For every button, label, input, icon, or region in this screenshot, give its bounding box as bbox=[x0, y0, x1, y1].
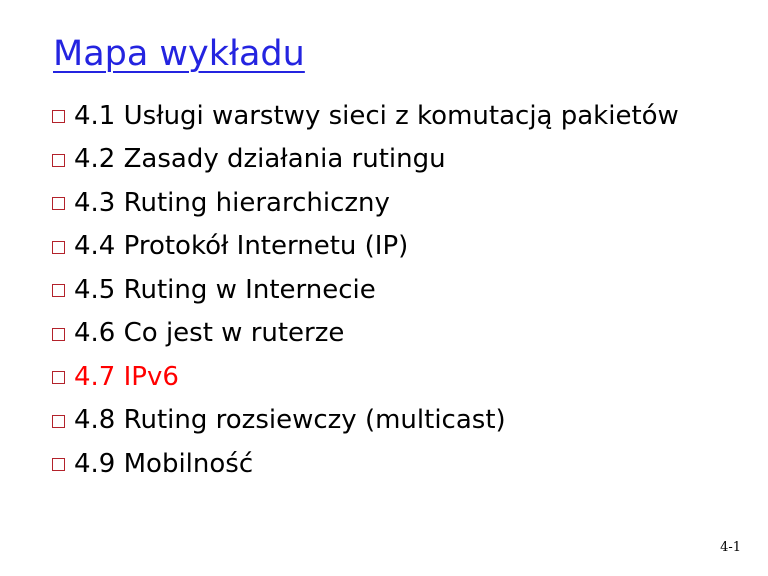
topic-label-highlighted: 4.7 IPv6 bbox=[74, 361, 179, 392]
topic-label: 4.6 Co jest w ruterze bbox=[74, 318, 345, 349]
topic-item-4-4 bbox=[52, 225, 679, 269]
page-number: 4-1 bbox=[720, 540, 741, 555]
topic-label: 4.8 Ruting rozsiewczy (multicast) bbox=[74, 405, 506, 436]
square-bullet-icon bbox=[52, 415, 65, 428]
topic-item-4-5 bbox=[52, 268, 679, 312]
topic-item-4-2 bbox=[52, 138, 679, 182]
topic-item-4-3 bbox=[52, 181, 679, 225]
topic-item-4-9 bbox=[52, 442, 679, 486]
topic-item-4-8 bbox=[52, 399, 679, 443]
square-bullet-icon bbox=[52, 328, 65, 341]
square-bullet-icon bbox=[52, 371, 65, 384]
square-bullet-icon bbox=[52, 241, 65, 254]
topic-label: 4.5 Ruting w Internecie bbox=[74, 274, 376, 305]
square-bullet-icon bbox=[52, 197, 65, 210]
topic-label: 4.2 Zasady działania rutingu bbox=[74, 144, 446, 175]
topic-label: 4.4 Protokół Internetu (IP) bbox=[74, 231, 409, 262]
square-bullet-icon bbox=[52, 110, 65, 123]
topic-list bbox=[52, 94, 679, 486]
topic-item-4-7-current bbox=[52, 355, 679, 399]
topic-item-4-6 bbox=[52, 312, 679, 356]
topic-label: 4.9 Mobilność bbox=[74, 448, 254, 479]
slide-title: Mapa wykładu bbox=[53, 34, 305, 74]
topic-item-4-1 bbox=[52, 94, 679, 138]
square-bullet-icon bbox=[52, 284, 65, 297]
square-bullet-icon bbox=[52, 458, 65, 471]
topic-label: 4.3 Ruting hierarchiczny bbox=[74, 187, 390, 218]
topic-label: 4.1 Usługi warstwy sieci z komutacją pakietów bbox=[74, 100, 679, 131]
square-bullet-icon bbox=[52, 154, 65, 167]
